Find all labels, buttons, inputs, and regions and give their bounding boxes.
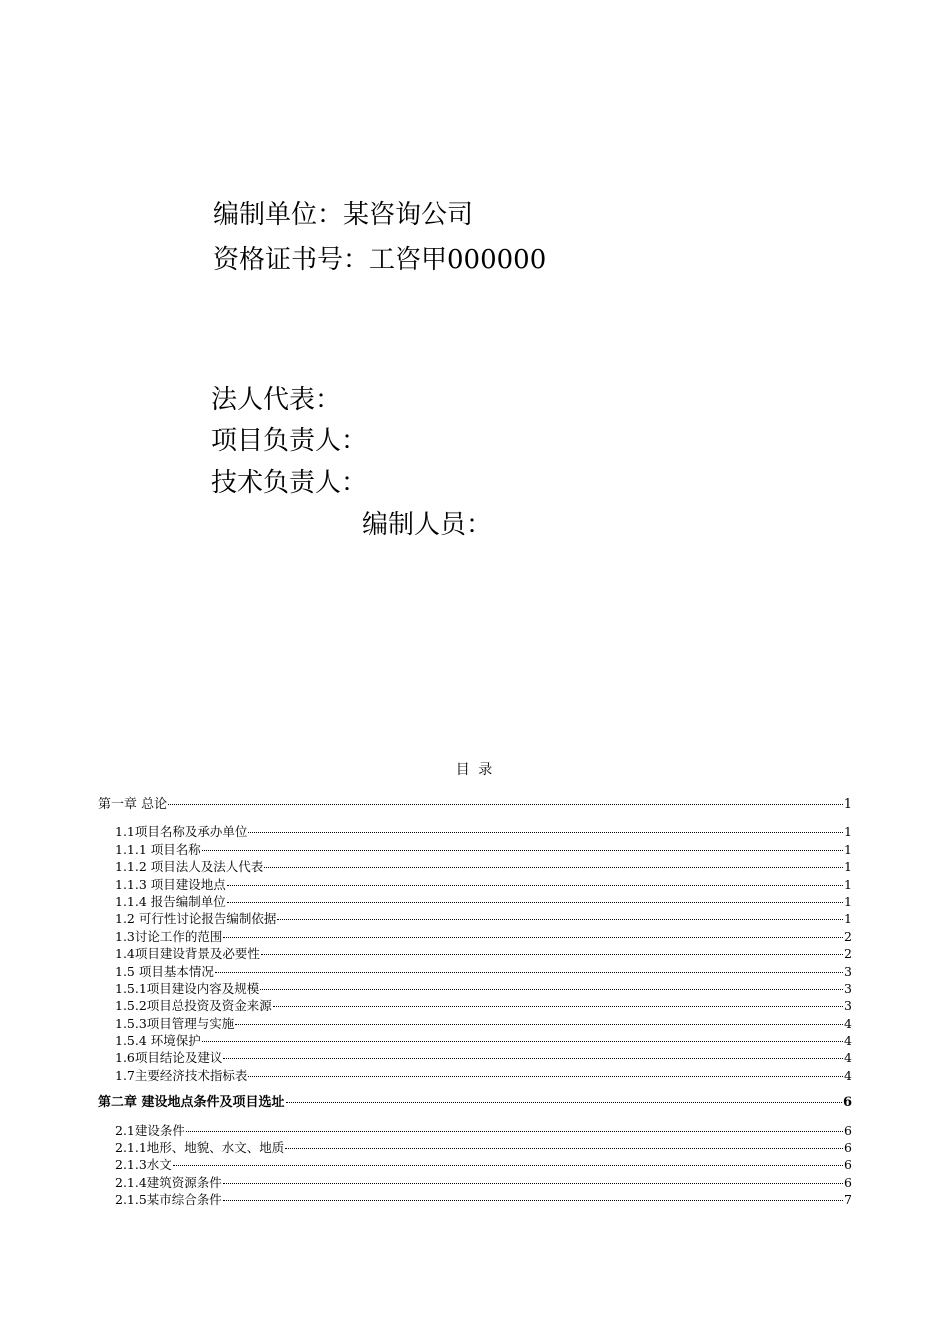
toc-entry[interactable] bbox=[98, 1032, 852, 1049]
toc-entry-text: 2.1.5某市综合条件 bbox=[115, 1192, 222, 1208]
toc-entry-text: 1.1.1 项目名称 bbox=[115, 841, 201, 857]
toc-spacer bbox=[98, 813, 852, 823]
certificate-line bbox=[213, 244, 546, 276]
toc-leader-dots bbox=[223, 937, 843, 938]
compiling-staff-label: 编制人员： bbox=[362, 510, 493, 540]
toc-entry[interactable] bbox=[98, 963, 852, 980]
toc-page-number: 4 bbox=[844, 1015, 852, 1031]
toc-page-number: 1 bbox=[843, 797, 852, 812]
toc-leader-dots bbox=[215, 972, 843, 973]
toc-entry[interactable] bbox=[98, 893, 852, 910]
toc-chapter-1[interactable] bbox=[98, 796, 852, 813]
toc-entry-text: 第一章 总论 bbox=[98, 797, 168, 812]
toc-leader-dots bbox=[168, 804, 843, 805]
compiling-staff-line bbox=[362, 509, 492, 541]
toc-leader-dots bbox=[286, 1102, 842, 1103]
toc-leader-dots bbox=[285, 1148, 843, 1149]
toc-entry-text: 1.5.2项目总投资及资金来源 bbox=[115, 998, 272, 1014]
toc-page-number: 6 bbox=[842, 1095, 852, 1111]
toc-entry-text: 2.1建设条件 bbox=[115, 1122, 185, 1138]
toc-leader-dots bbox=[227, 885, 843, 886]
compiling-unit-label: 编制单位： bbox=[213, 200, 344, 230]
toc-page-number: 2 bbox=[844, 946, 852, 962]
toc-page-number: 7 bbox=[844, 1192, 852, 1208]
toc-entry-text: 1.3讨论工作的范围 bbox=[115, 928, 223, 944]
toc-leader-dots bbox=[223, 1183, 843, 1184]
toc-page-number: 2 bbox=[844, 928, 852, 944]
toc-entry-text: 1.4项目建设背景及必要性 bbox=[115, 946, 260, 962]
toc-entry[interactable] bbox=[98, 945, 852, 962]
toc-leader-dots bbox=[235, 1024, 843, 1025]
toc-entry-text: 1.1.3 项目建设地点 bbox=[115, 876, 226, 892]
toc-entry[interactable] bbox=[98, 928, 852, 945]
toc-page-number: 1 bbox=[844, 841, 852, 857]
toc-entry-text: 1.7主要经济技术指标表 bbox=[115, 1067, 248, 1083]
toc-page-number: 6 bbox=[844, 1122, 852, 1138]
toc-spacer bbox=[98, 1112, 852, 1122]
toc-entry[interactable] bbox=[98, 1122, 852, 1139]
toc-entry[interactable] bbox=[98, 997, 852, 1014]
toc-leader-dots bbox=[248, 1076, 843, 1077]
toc-page-number: 1 bbox=[844, 893, 852, 909]
toc-entry-text: 1.1.4 报告编制单位 bbox=[115, 893, 226, 909]
toc-leader-dots bbox=[277, 919, 843, 920]
toc-entry-text: 1.5 项目基本情况 bbox=[115, 963, 214, 979]
toc-page-number: 4 bbox=[844, 1067, 852, 1083]
toc-leader-dots bbox=[173, 1165, 843, 1166]
technical-lead-line bbox=[211, 467, 367, 499]
legal-representative-line bbox=[211, 384, 341, 416]
toc-entry[interactable] bbox=[98, 1139, 852, 1156]
project-lead-line bbox=[211, 425, 367, 457]
toc-page-number: 1 bbox=[844, 911, 852, 927]
toc-leader-dots bbox=[223, 1200, 843, 1201]
toc-page-number: 6 bbox=[844, 1157, 852, 1173]
technical-lead-label: 技术负责人： bbox=[211, 468, 368, 498]
project-lead-label: 项目负责人： bbox=[211, 426, 368, 456]
toc-page-number: 6 bbox=[844, 1174, 852, 1190]
legal-representative-label: 法人代表： bbox=[211, 385, 342, 415]
toc-entry[interactable] bbox=[98, 1015, 852, 1032]
toc-page-number: 1 bbox=[844, 876, 852, 892]
toc-title: 目 录 bbox=[455, 762, 495, 778]
toc-entry-text: 1.1项目名称及承办单位 bbox=[115, 824, 248, 840]
toc-entry-text: 2.1.4建筑资源条件 bbox=[115, 1174, 222, 1190]
toc-entry-text: 1.5.4 环境保护 bbox=[115, 1033, 201, 1049]
toc-entry[interactable] bbox=[98, 1156, 852, 1173]
compiling-unit-line bbox=[213, 199, 473, 231]
toc-leader-dots bbox=[186, 1131, 843, 1132]
toc-chapter-2-entries bbox=[98, 1122, 852, 1209]
toc-page-number: 6 bbox=[844, 1140, 852, 1156]
toc-entry[interactable] bbox=[98, 858, 852, 875]
toc-entry-text: 1.2 可行性讨论报告编制依据 bbox=[115, 911, 277, 927]
toc-leader-dots bbox=[261, 954, 843, 955]
toc-entry-text: 1.1.2 项目法人及法人代表 bbox=[115, 859, 264, 875]
toc-entry[interactable] bbox=[98, 1067, 852, 1084]
toc-entry-text: 2.1.3水文 bbox=[115, 1157, 172, 1173]
toc-entry-text: 1.5.3项目管理与实施 bbox=[115, 1015, 235, 1031]
toc-entry[interactable] bbox=[98, 1049, 852, 1066]
toc-spacer bbox=[98, 1084, 852, 1094]
toc-entry[interactable] bbox=[98, 823, 852, 840]
toc-page-number: 3 bbox=[844, 963, 852, 979]
toc-page-number: 3 bbox=[844, 998, 852, 1014]
toc-leader-dots bbox=[227, 902, 843, 903]
toc-entry[interactable] bbox=[98, 910, 852, 927]
toc-leader-dots bbox=[202, 850, 843, 851]
toc-leader-dots bbox=[264, 867, 843, 868]
table-of-contents bbox=[98, 796, 852, 1209]
toc-entry-text: 第二章 建设地点条件及项目选址 bbox=[98, 1095, 285, 1111]
toc-page-number: 1 bbox=[844, 824, 852, 840]
toc-entry[interactable] bbox=[98, 1191, 852, 1208]
certificate-value: 工咨甲000000 bbox=[369, 245, 547, 275]
toc-leader-dots bbox=[223, 1058, 843, 1059]
toc-entry-text: 1.6项目结论及建议 bbox=[115, 1050, 223, 1066]
toc-entry-text: 2.1.1地形、地貌、水文、地质 bbox=[115, 1140, 285, 1156]
toc-chapter-1-entries bbox=[98, 823, 852, 1084]
toc-page-number: 4 bbox=[844, 1033, 852, 1049]
compiling-unit-value: 某咨询公司 bbox=[343, 200, 474, 230]
certificate-label: 资格证书号： bbox=[213, 245, 370, 275]
toc-entry[interactable] bbox=[98, 876, 852, 893]
toc-page-number: 1 bbox=[844, 859, 852, 875]
toc-chapter-2[interactable] bbox=[98, 1094, 852, 1111]
toc-leader-dots bbox=[273, 1006, 843, 1007]
toc-page-number: 3 bbox=[844, 980, 852, 996]
toc-entry[interactable] bbox=[98, 1174, 852, 1191]
toc-page-number: 4 bbox=[844, 1050, 852, 1066]
toc-leader-dots bbox=[260, 989, 843, 990]
toc-leader-dots bbox=[248, 832, 843, 833]
toc-entry-text: 1.5.1项目建设内容及规模 bbox=[115, 980, 260, 996]
toc-entry[interactable] bbox=[98, 980, 852, 997]
toc-entry[interactable] bbox=[98, 841, 852, 858]
toc-leader-dots bbox=[202, 1041, 843, 1042]
